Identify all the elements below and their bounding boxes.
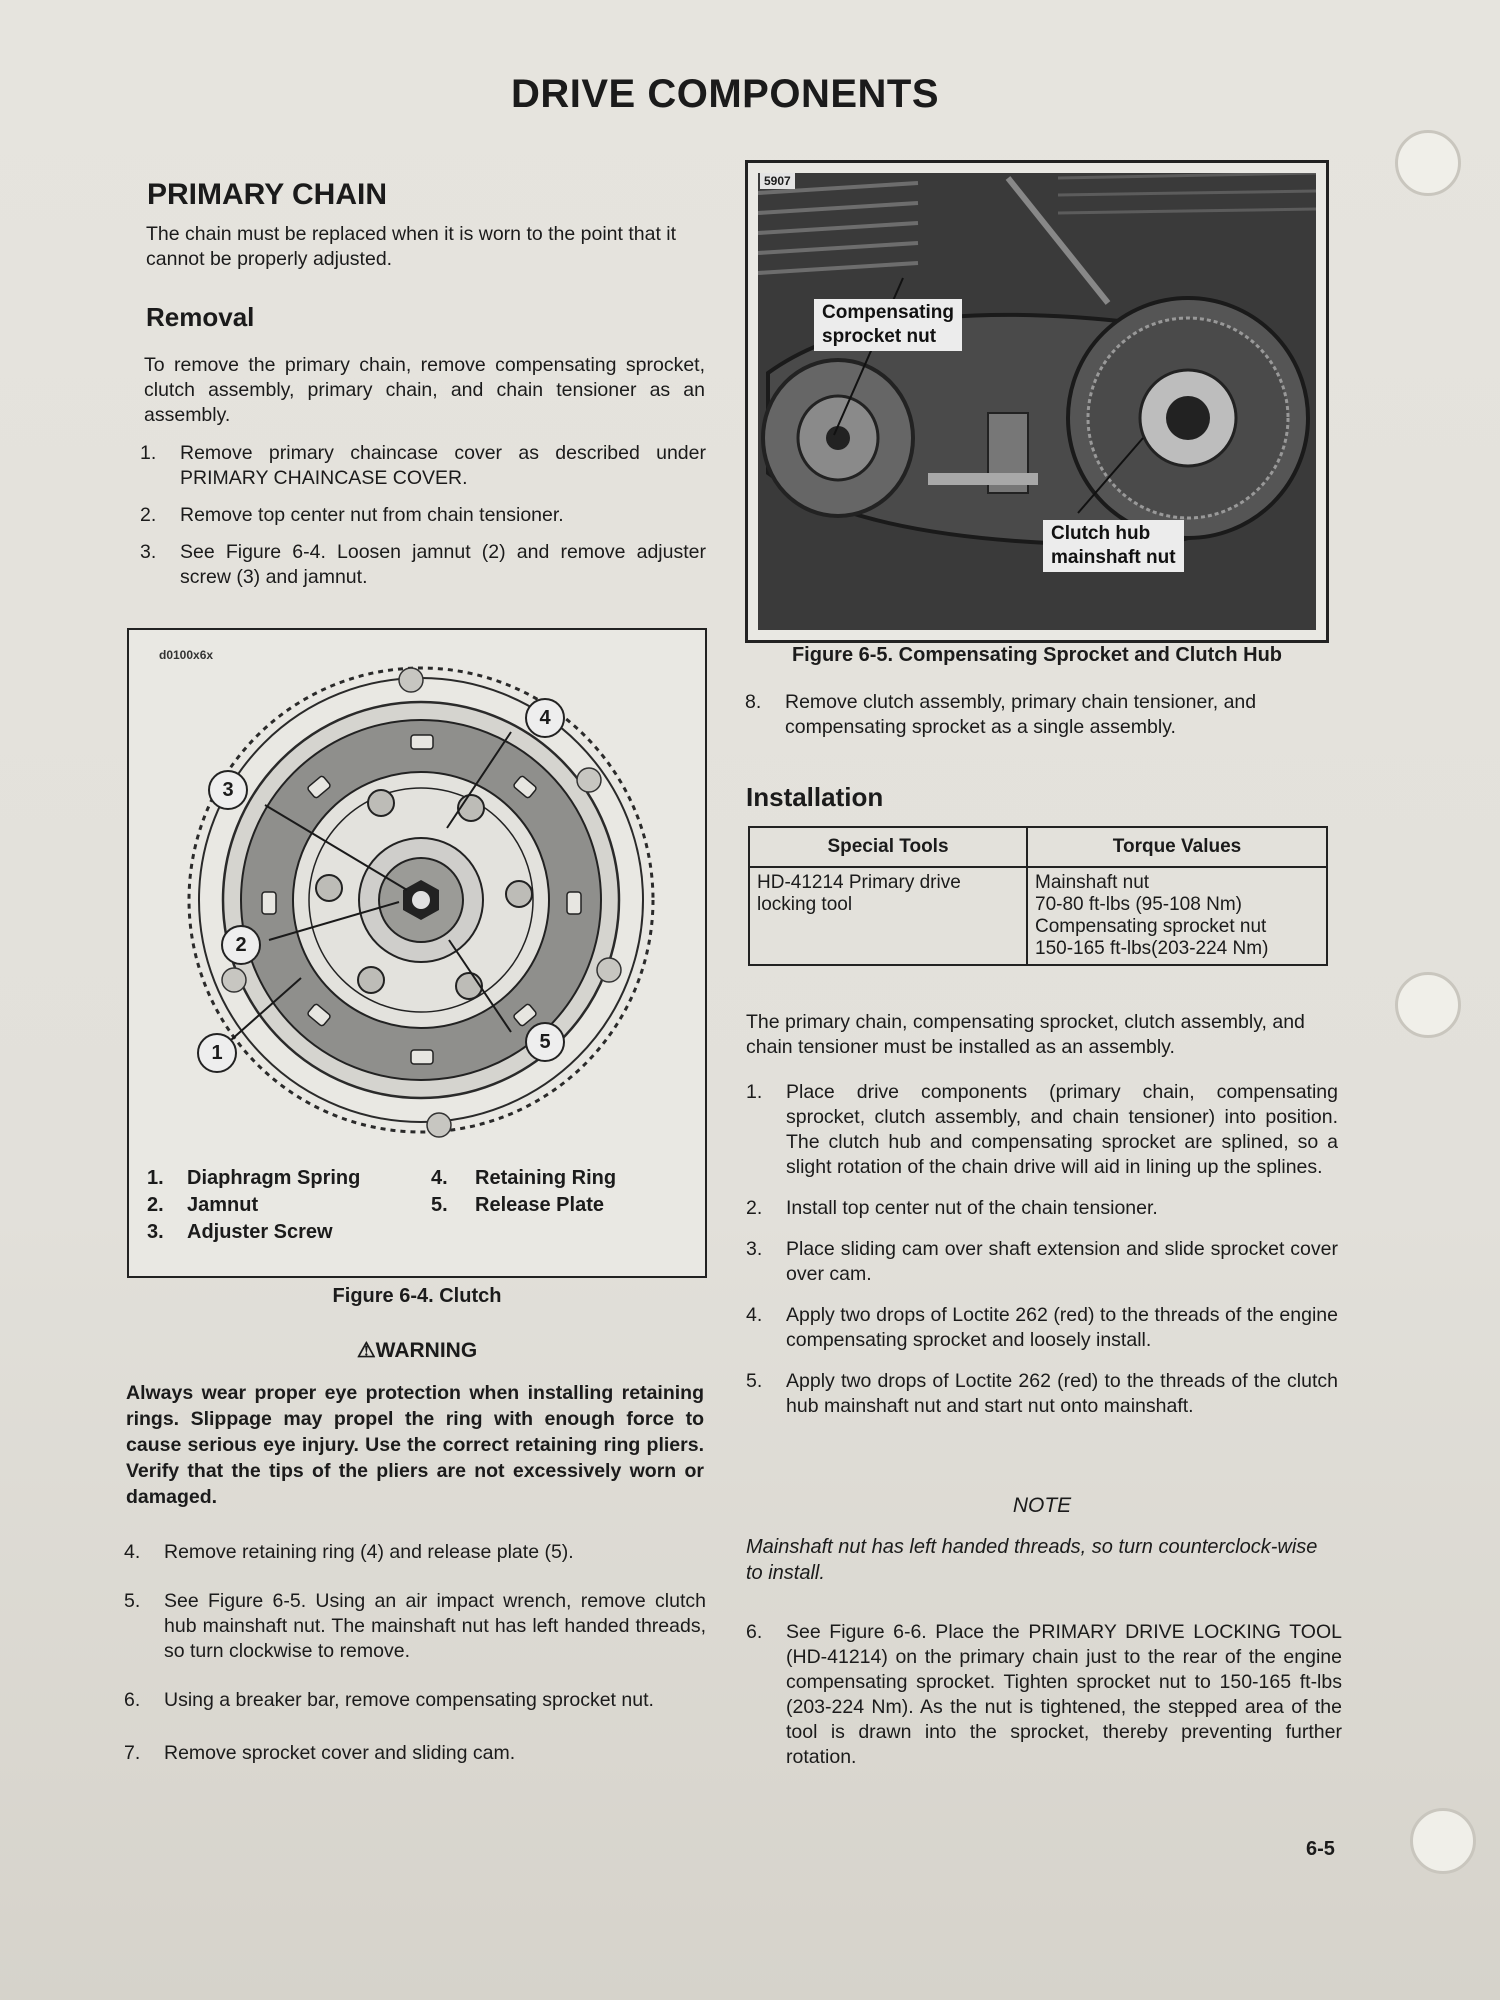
removal-step (124, 1540, 706, 1565)
callout-4: 4 (525, 698, 565, 738)
step-number: 1. (140, 442, 157, 464)
engine-photo (758, 173, 1316, 630)
step-number: 5. (746, 1370, 763, 1392)
installation-step-6 (746, 1620, 1342, 1770)
step-number: 1. (746, 1081, 763, 1103)
removal-steps-4-7 (124, 1540, 706, 1766)
table-cell-tool: HD-41214 Primary drive locking tool (749, 867, 1027, 965)
step-number: 4. (746, 1304, 763, 1326)
installation-step (746, 1196, 1338, 1221)
special-tools-table (748, 826, 1328, 966)
step-text: Apply two drops of Loctite 262 (red) to the threads of the clutch hub mainshaft nut and start nut onto mainshaft. (786, 1370, 1338, 1417)
legend-item: 4. Retaining Ring (431, 1167, 617, 1189)
step-text: Apply two drops of Loctite 262 (red) to the threads of the engine compensating sprocket and loosely install. (786, 1304, 1338, 1351)
step-text: Remove retaining ring (4) and release plate (5). (164, 1541, 574, 1563)
table-cell-torque: Mainshaft nut 70-80 ft-lbs (95-108 Nm) Compensating sprocket nut 150-165 ft-lbs(203-224 Nm) (1027, 867, 1327, 965)
removal-step-8 (745, 690, 1329, 740)
installation-step (746, 1080, 1338, 1180)
installation-step (746, 1237, 1338, 1287)
figure-id: d0100x6x (159, 648, 214, 662)
step-text: Remove clutch assembly, primary chain tensioner, and compensating sprocket as a single assembly. (785, 691, 1257, 738)
installation-steps (746, 1080, 1338, 1419)
figure-photo (745, 160, 1329, 643)
warning-text: Always wear proper eye protection when installing retaining rings. Slippage may propel the ring with enough force to cause serious eye injury. Use the correct retaining ring pliers. Verify that the tips of the pliers are not excessively worn or damaged. (126, 1382, 704, 1508)
table-header: Torque Values (1027, 827, 1327, 867)
primary-chain-intro: The chain must be replaced when it is worn to the point that it cannot be properly adjusted. (146, 223, 677, 270)
step-number: 2. (746, 1197, 763, 1219)
legend-item: 2. Jamnut (147, 1194, 259, 1216)
section-heading-primary-chain: PRIMARY CHAIN (147, 178, 388, 211)
binder-ring-hole (1395, 972, 1461, 1038)
step-text: Place drive components (primary chain, compensating sprocket, clutch assembly, and chain tensioner) into position. The clutch hub and compensating sprocket are splined, so a slight rotation of the chain drive will aid in lining up the splines. (786, 1081, 1338, 1178)
step-text: See Figure 6-5. Using an air impact wrench, remove clutch hub mainshaft nut. The mainshaft nut has left handed threads, so turn clockwise to remove. (164, 1590, 706, 1662)
figure-clutch (127, 628, 707, 1278)
page-title: DRIVE COMPONENTS (510, 72, 940, 116)
table-header: Special Tools (749, 827, 1027, 867)
step-text: See Figure 6-6. Place the PRIMARY DRIVE LOCKING TOOL (HD-41214) on the primary chain just to the rear of the engine compensating sprocket. Tighten sprocket nut to 150-165 ft-lbs (203-224 Nm). As the nut is tightened, the stepped area of the tool is drawn into the sprocket, thereby preventing further rotation. (786, 1621, 1342, 1768)
section-heading-installation: Installation (746, 782, 884, 812)
callout-2: 2 (221, 925, 261, 965)
step-text: Remove sprocket cover and sliding cam. (164, 1742, 516, 1764)
step-text: Remove top center nut from chain tensioner. (180, 504, 564, 526)
section-heading-removal: Removal (146, 302, 255, 332)
warning-heading: WARNING (375, 1339, 478, 1362)
step-text: See Figure 6-4. Loosen jamnut (2) and remove adjuster screw (3) and jamnut. (180, 541, 706, 588)
step-number: 3. (746, 1238, 763, 1260)
step-text: Remove primary chaincase cover as described under PRIMARY CHAINCASE COVER. (180, 442, 706, 489)
step-number: 2. (140, 504, 157, 526)
legend-item: 5. Release Plate (431, 1194, 604, 1216)
step-text: Place sliding cam over shaft extension and slide sprocket cover over cam. (786, 1238, 1338, 1285)
callout-5: 5 (525, 1022, 565, 1062)
figure-caption: Figure 6-4. Clutch (332, 1285, 502, 1307)
figure-caption: Figure 6-5. Compensating Sprocket and Clutch Hub (791, 644, 1283, 666)
figure-id: 5907 (760, 173, 795, 189)
removal-step (140, 503, 706, 528)
step-number: 4. (124, 1541, 141, 1563)
step-number: 8. (745, 691, 762, 713)
removal-step (124, 1688, 706, 1713)
figure-legend (431, 1165, 616, 1219)
callout-1: 1 (197, 1033, 237, 1073)
step-number: 6. (746, 1621, 763, 1643)
legend-item: 1. Diaphragm Spring (147, 1167, 361, 1189)
removal-intro: To remove the primary chain, remove compensating sprocket, clutch assembly, primary chain, and chain tensioner as an assembly. (144, 354, 705, 426)
label-clutch-hub-mainshaft-nut: Clutch hub mainshaft nut (1043, 520, 1184, 572)
binder-ring-hole (1410, 1808, 1476, 1874)
legend-item: 3. Adjuster Screw (147, 1221, 333, 1243)
warning-heading-row (127, 1338, 707, 1363)
installation-step (746, 1303, 1338, 1353)
step-number: 5. (124, 1590, 141, 1612)
warning-icon: ⚠ (356, 1339, 376, 1362)
note-text: Mainshaft nut has left handed threads, so turn counterclock-wise to install. (746, 1536, 1318, 1584)
removal-step (140, 441, 706, 491)
page-number: 6-5 (1306, 1838, 1335, 1860)
removal-steps-1-3 (140, 441, 706, 590)
removal-step (124, 1589, 706, 1664)
binder-ring-hole (1395, 130, 1461, 196)
note-heading: NOTE (1012, 1494, 1072, 1517)
installation-intro: The primary chain, compensating sprocket, clutch assembly, and chain tensioner must be installed as an assembly. (746, 1011, 1305, 1058)
step-text: Install top center nut of the chain tensioner. (786, 1197, 1158, 1219)
removal-step (124, 1741, 706, 1766)
step-text: Using a breaker bar, remove compensating sprocket nut. (164, 1689, 654, 1711)
step-number: 3. (140, 541, 157, 563)
step-number: 6. (124, 1689, 141, 1711)
callout-3: 3 (208, 770, 248, 810)
removal-step (140, 540, 706, 590)
installation-step (746, 1369, 1338, 1419)
step-number: 7. (124, 1742, 141, 1764)
label-compensating-sprocket-nut: Compensating sprocket nut (814, 299, 962, 351)
figure-legend (147, 1165, 360, 1246)
table-row (749, 867, 1327, 965)
